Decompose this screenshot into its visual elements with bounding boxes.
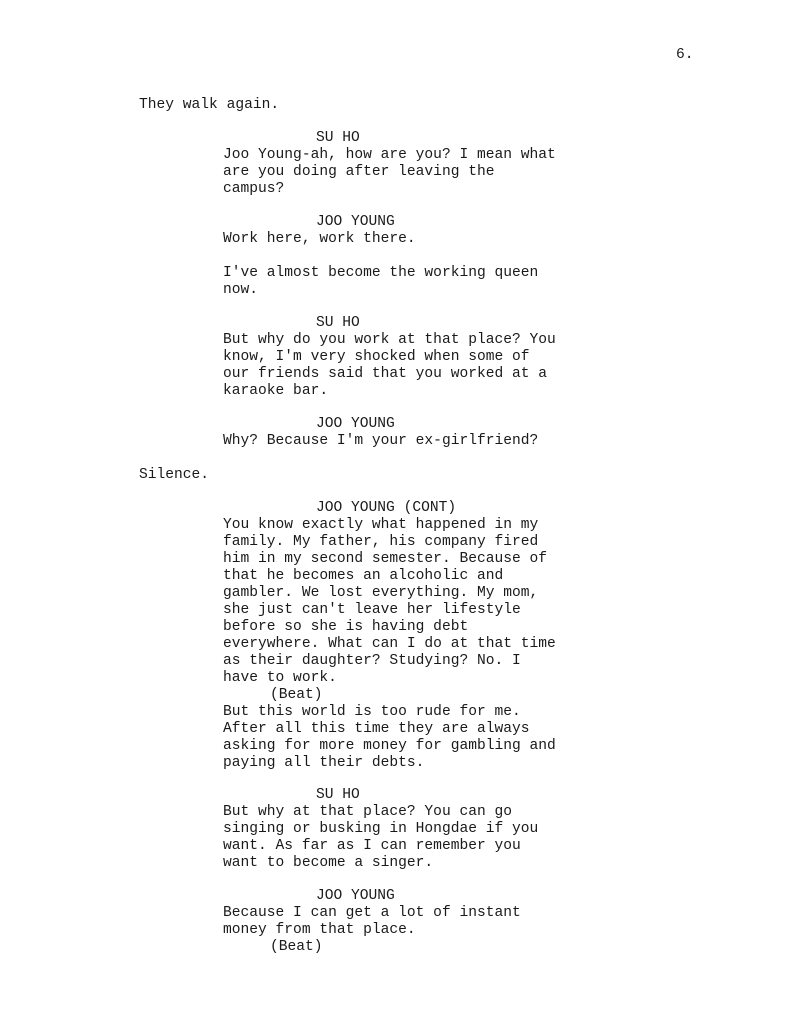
dialogue-line: asking for more money for gambling and <box>223 738 556 754</box>
dialogue-line: singing or busking in Hongdae if you <box>223 821 539 837</box>
character-name: JOO YOUNG (CONT) <box>316 500 457 516</box>
dialogue-line: campus? <box>223 181 285 197</box>
dialogue-line: that he becomes an alcoholic and <box>223 568 504 584</box>
action-line: They walk again. <box>139 97 280 113</box>
dialogue-line: But this world is too rude for me. <box>223 704 521 720</box>
dialogue-line: as their daughter? Studying? No. I <box>223 653 521 669</box>
dialogue-line: him in my second semester. Because of <box>223 551 548 567</box>
dialogue-line: want to become a singer. <box>223 855 434 871</box>
dialogue-line: You know exactly what happened in my <box>223 517 539 533</box>
dialogue-line: After all this time they are always <box>223 721 530 737</box>
dialogue-line: karaoke bar. <box>223 383 329 399</box>
action-line: Silence. <box>139 467 210 483</box>
dialogue-line: paying all their debts. <box>223 755 425 771</box>
dialogue-line: she just can't leave her lifestyle <box>223 602 521 618</box>
dialogue-line: are you doing after leaving the <box>223 164 495 180</box>
dialogue-line: Why? Because I'm your ex-girlfriend? <box>223 433 539 449</box>
dialogue-line: Work here, work there. <box>223 231 416 247</box>
character-name: JOO YOUNG <box>316 888 395 904</box>
dialogue-line: But why do you work at that place? You <box>223 332 556 348</box>
dialogue-line: gambler. We lost everything. My mom, <box>223 585 539 601</box>
dialogue-line: everywhere. What can I do at that time <box>223 636 556 652</box>
dialogue-line: family. My father, his company fired <box>223 534 539 550</box>
character-name: JOO YOUNG <box>316 214 395 230</box>
character-name: SU HO <box>316 787 360 803</box>
character-name: JOO YOUNG <box>316 416 395 432</box>
dialogue-line: know, I'm very shocked when some of <box>223 349 530 365</box>
parenthetical: (Beat) <box>270 939 323 955</box>
dialogue-line: have to work. <box>223 670 337 686</box>
dialogue-line: now. <box>223 282 259 298</box>
character-name: SU HO <box>316 315 360 331</box>
parenthetical: (Beat) <box>270 687 323 703</box>
page-number: 6. <box>676 47 694 63</box>
dialogue-line: money from that place. <box>223 922 416 938</box>
dialogue-line: Joo Young-ah, how are you? I mean what <box>223 147 556 163</box>
dialogue-line: Because I can get a lot of instant <box>223 905 521 921</box>
dialogue-line: But why at that place? You can go <box>223 804 513 820</box>
dialogue-line: our friends said that you worked at a <box>223 366 548 382</box>
dialogue-line: before so she is having debt <box>223 619 469 635</box>
dialogue-line: I've almost become the working queen <box>223 265 539 281</box>
character-name: SU HO <box>316 130 360 146</box>
dialogue-line: want. As far as I can remember you <box>223 838 521 854</box>
